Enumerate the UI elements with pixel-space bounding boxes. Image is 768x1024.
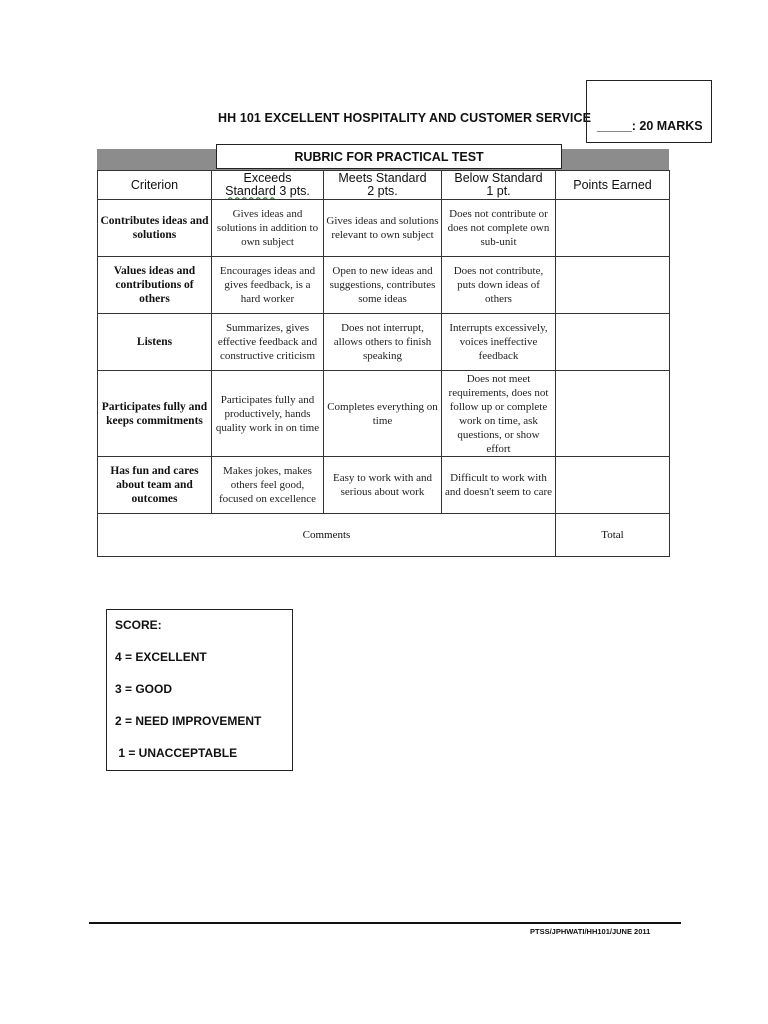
marks-box — [586, 80, 712, 143]
header-criterion: Criterion — [98, 171, 212, 200]
comments-cell[interactable]: Comments — [98, 514, 556, 557]
exceeds-cell: Makes jokes, makes others feel good, focused on excellence — [212, 457, 324, 514]
header-meets-line2: 2 pts. — [367, 184, 398, 198]
score-item: 2 = NEED IMPROVEMENT — [115, 714, 262, 728]
points-earned-cell[interactable] — [556, 200, 670, 257]
header-exceeds — [212, 171, 324, 200]
points-earned-cell[interactable] — [556, 257, 670, 314]
table-row — [98, 314, 670, 371]
meets-cell: Gives ideas and solutions relevant to own subject — [324, 200, 442, 257]
points-earned-cell[interactable] — [556, 457, 670, 514]
meets-cell: Easy to work with and serious about work — [324, 457, 442, 514]
total-cell[interactable]: Total — [556, 514, 670, 557]
comments-row — [98, 514, 670, 557]
meets-cell: Completes everything on time — [324, 371, 442, 457]
criterion-cell: Contributes ideas and solutions — [98, 200, 212, 257]
header-below-line2: 1 pt. — [486, 184, 511, 198]
header-exceeds-line1: Exceeds — [243, 171, 292, 185]
header-meets-line1: Meets Standard — [338, 171, 427, 185]
table-row — [98, 200, 670, 257]
below-cell: Does not contribute or does not complete own sub-unit — [442, 200, 556, 257]
table-row — [98, 457, 670, 514]
meets-cell: Open to new ideas and suggestions, contributes some ideas — [324, 257, 442, 314]
criterion-cell: Listens — [98, 314, 212, 371]
footer-reference: PTSS/JPHWATI/HH101/JUNE 2011 — [530, 927, 651, 936]
below-cell: Does not meet requirements, does not follow up or complete work on time, ask questions, or show effort — [442, 371, 556, 457]
points-earned-cell[interactable] — [556, 371, 670, 457]
header-below — [442, 171, 556, 200]
score-item: 1 = UNACCEPTABLE — [115, 746, 238, 760]
rubric-title: RUBRIC FOR PRACTICAL TEST — [216, 144, 562, 169]
criterion-cell: Values ideas and contributions of others — [98, 257, 212, 314]
below-cell: Does not contribute, puts down ideas of others — [442, 257, 556, 314]
header-exceeds-line2: Standard — [225, 184, 276, 198]
document-title: HH 101 EXCELLENT HOSPITALITY AND CUSTOMER SERVICE — [218, 111, 592, 125]
meets-cell: Does not interrupt, allows others to finish speaking — [324, 314, 442, 371]
rubric-table — [97, 170, 670, 557]
table-row — [98, 257, 670, 314]
criterion-cell: Participates fully and keeps commitments — [98, 371, 212, 457]
footer-divider — [89, 922, 681, 924]
score-item: 3 = GOOD — [115, 682, 173, 696]
marks-label: _____: 20 MARKS — [597, 119, 703, 133]
rubric-header-row — [98, 171, 670, 200]
header-points-earned: Points Earned — [556, 171, 670, 200]
exceeds-cell: Encourages ideas and gives feedback, is a hard worker — [212, 257, 324, 314]
exceeds-cell: Participates fully and productively, hands quality work in on time — [212, 371, 324, 457]
header-exceeds-pts: 3 pts. — [275, 184, 310, 198]
exceeds-cell: Summarizes, gives effective feedback and constructive criticism — [212, 314, 324, 371]
exceeds-cell: Gives ideas and solutions in addition to own subject — [212, 200, 324, 257]
score-title: SCORE: — [115, 618, 162, 632]
below-cell: Difficult to work with and doesn't seem to care — [442, 457, 556, 514]
criterion-cell: Has fun and cares about team and outcomes — [98, 457, 212, 514]
below-cell: Interrupts excessively, voices ineffective feedback — [442, 314, 556, 371]
header-below-line1: Below Standard — [454, 171, 543, 185]
header-meets — [324, 171, 442, 200]
points-earned-cell[interactable] — [556, 314, 670, 371]
score-item: 4 = EXCELLENT — [115, 650, 207, 664]
table-row — [98, 371, 670, 457]
score-legend — [106, 609, 293, 771]
